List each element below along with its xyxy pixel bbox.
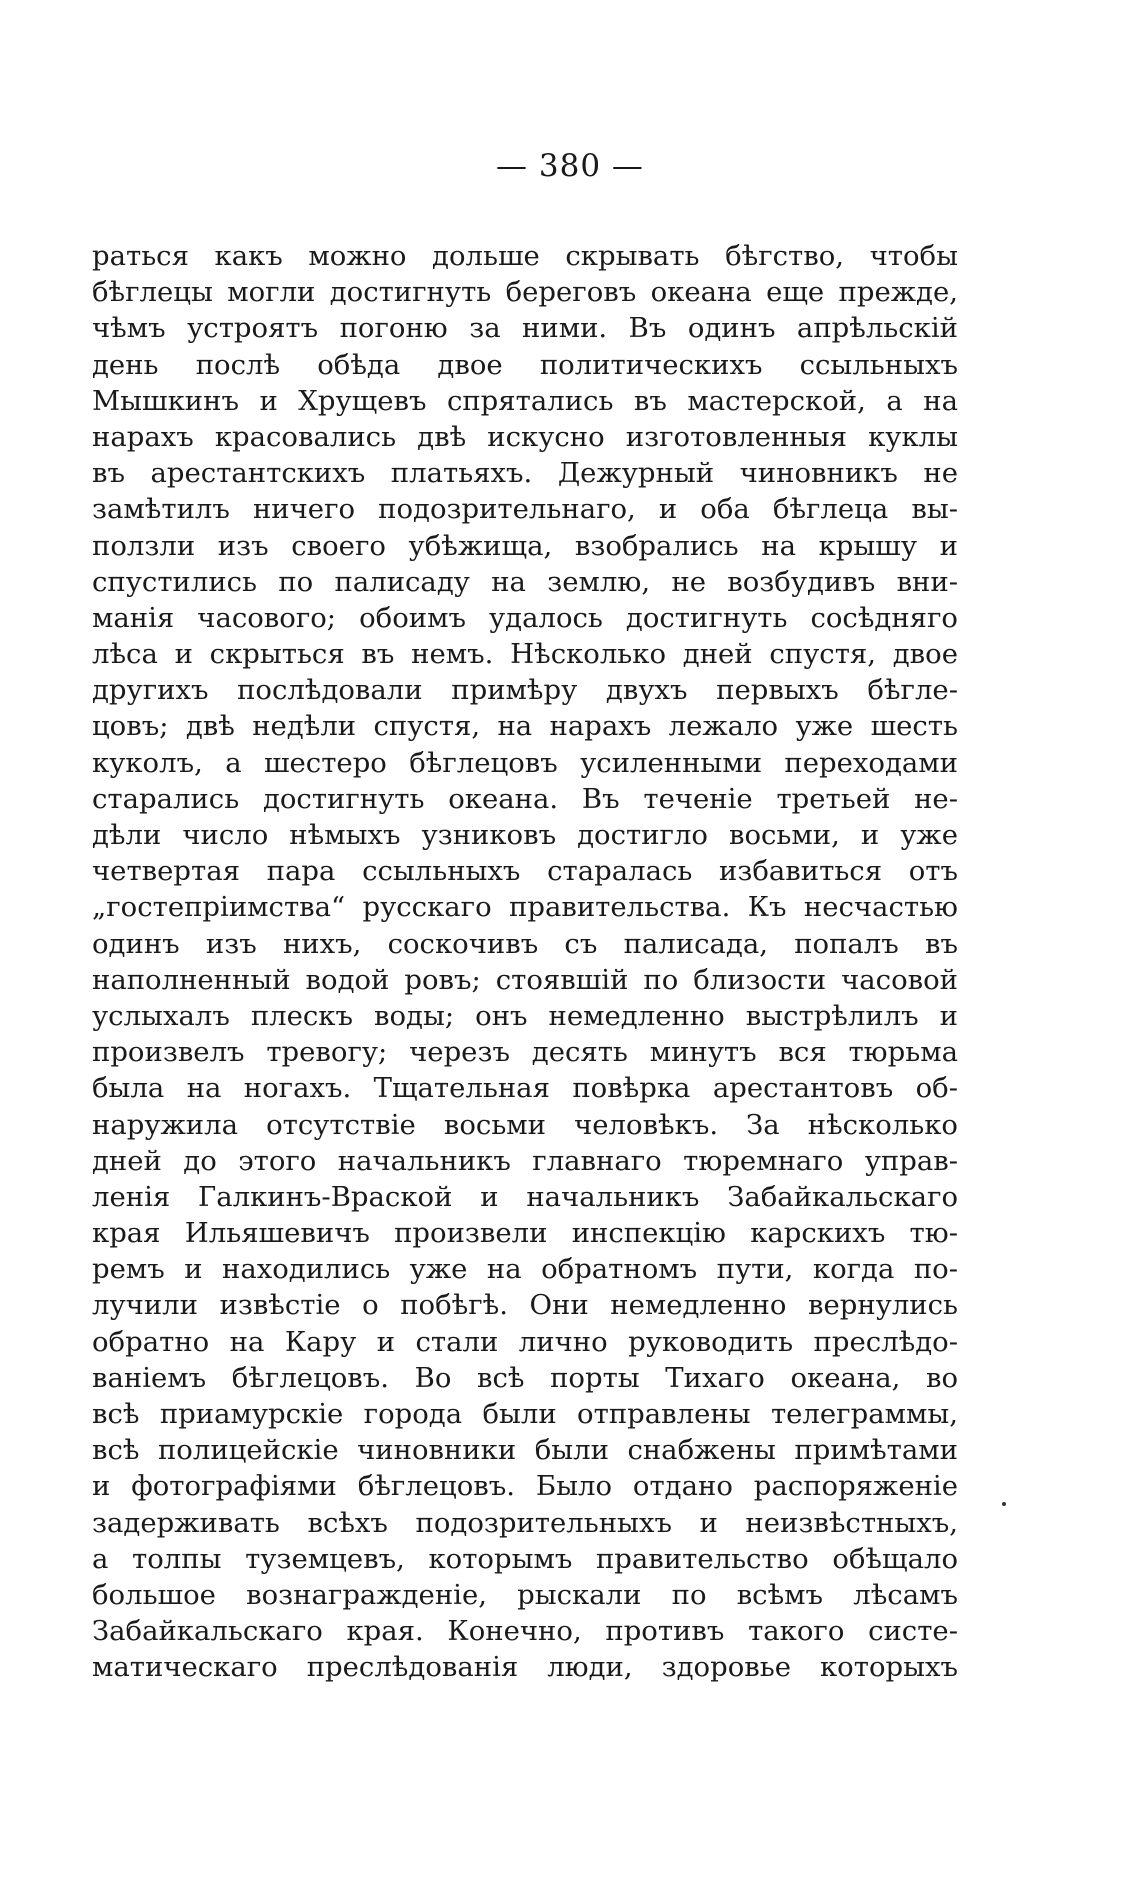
text-line: куколъ, а шестеро бѣглецовъ усиленными переходами [92,746,958,779]
text-line: и фотографіями бѣглецовъ. Было отдано распоряженіе [92,1470,958,1503]
text-line: задерживать всѣхъ подозрительныхъ и неизвѣстныхъ, [92,1506,958,1539]
text-line: а толпы туземцевъ, которымъ правительство обѣщало [92,1542,958,1575]
text-line: лучили извѣстіе о побѣгѣ. Они немедленно вернулись [92,1289,958,1322]
text-line: одинъ изъ нихъ, соскочивъ съ палисада, попалъ въ [92,927,958,960]
page-number: — 380 — [496,148,644,184]
text-line: ваніемъ бѣглецовъ. Во всѣ порты Тихаго океана, во [92,1361,958,1394]
text-line: четвертая пара ссыльныхъ старалась избавиться отъ [92,855,958,888]
text-line: бѣглецы могли достигнуть береговъ океана еще прежде, [92,276,958,309]
text-line: въ арестантскихъ платьяхъ. Дежурный чиновникъ не [92,457,958,490]
text-line: спустились по палисаду на землю, не возбудивъ вни- [92,565,958,598]
text-line: ползли изъ своего убѣжища, взобрались на крышу и [92,529,958,562]
text-line: цовъ; двѣ недѣли спустя, на нарахъ лежало уже шесть [92,710,958,743]
text-line: дней до этого начальникъ главнаго тюремнаго управ- [92,1144,958,1177]
text-line: другихъ послѣдовали примѣру двухъ первыхъ бѣгле- [92,674,958,707]
text-line: замѣтилъ ничего подозрительнаго, и оба бѣглеца вы- [92,493,958,526]
text-line: ленія Галкинъ-Враской и начальникъ Забайкальскаго [92,1180,958,1213]
text-line: „гостепріимства“ русскаго правительства. Къ несчастью [92,891,958,924]
text-line: старались достигнуть океана. Въ теченіе третьей не- [92,782,958,815]
text-line: ремъ и находились уже на обратномъ пути, когда по- [92,1253,958,1286]
text-line: Забайкальскаго края. Конечно, противъ такого систе- [92,1615,958,1648]
text-line: раться какъ можно дольше скрывать бѣгство, чтобы [92,240,958,272]
text-line: наружила отсутствіе восьми человѣкъ. За нѣсколько [92,1108,958,1141]
text-line: произвелъ тревогу; черезъ десять минутъ вся тюрьма [92,1036,958,1069]
text-line: чѣмъ устроятъ погоню за ними. Въ одинъ апрѣльскій [92,312,958,345]
text-line: края Ильяшевичъ произвели инспекцію карскихъ тю- [92,1217,958,1250]
text-line: большое вознагражденіе, рыскали по всѣмъ лѣсамъ [92,1578,958,1611]
text-line: нарахъ красовались двѣ искусно изготовленныя куклы [92,420,958,453]
text-line: всѣ полицейскіе чиновники были снабжены примѣтами [92,1434,958,1467]
ink-speck [1002,1502,1006,1506]
text-line: день послѣ обѣда двое политическихъ ссыльныхъ [92,348,958,381]
text-line: лѣса и скрыться въ немъ. Нѣсколько дней спустя, двое [92,638,958,671]
text-line: наполненный водой ровъ; стоявшій по близости часовой [92,963,958,996]
text-line: дѣли число нѣмыхъ узниковъ достигло восьми, и уже [92,819,958,851]
text-line: была на ногахъ. Тщательная повѣрка арестантовъ об- [92,1072,958,1105]
text-line: всѣ приамурскіе города были отправлены телеграммы, [92,1398,958,1430]
text-line: услыхалъ плескъ воды; онъ немедленно выстрѣлилъ и [92,999,958,1032]
text-line: Мышкинъ и Хрущевъ спрятались въ мастерской, а на [92,384,958,417]
text-line: обратно на Кару и стали лично руководить преслѣдо- [92,1325,958,1358]
text-line: манія часового; обоимъ удалось достигнуть сосѣдняго [92,601,958,634]
text-line: матическаго преслѣдованія люди, здоровье которыхъ [92,1651,958,1684]
body-text [92,238,958,1686]
